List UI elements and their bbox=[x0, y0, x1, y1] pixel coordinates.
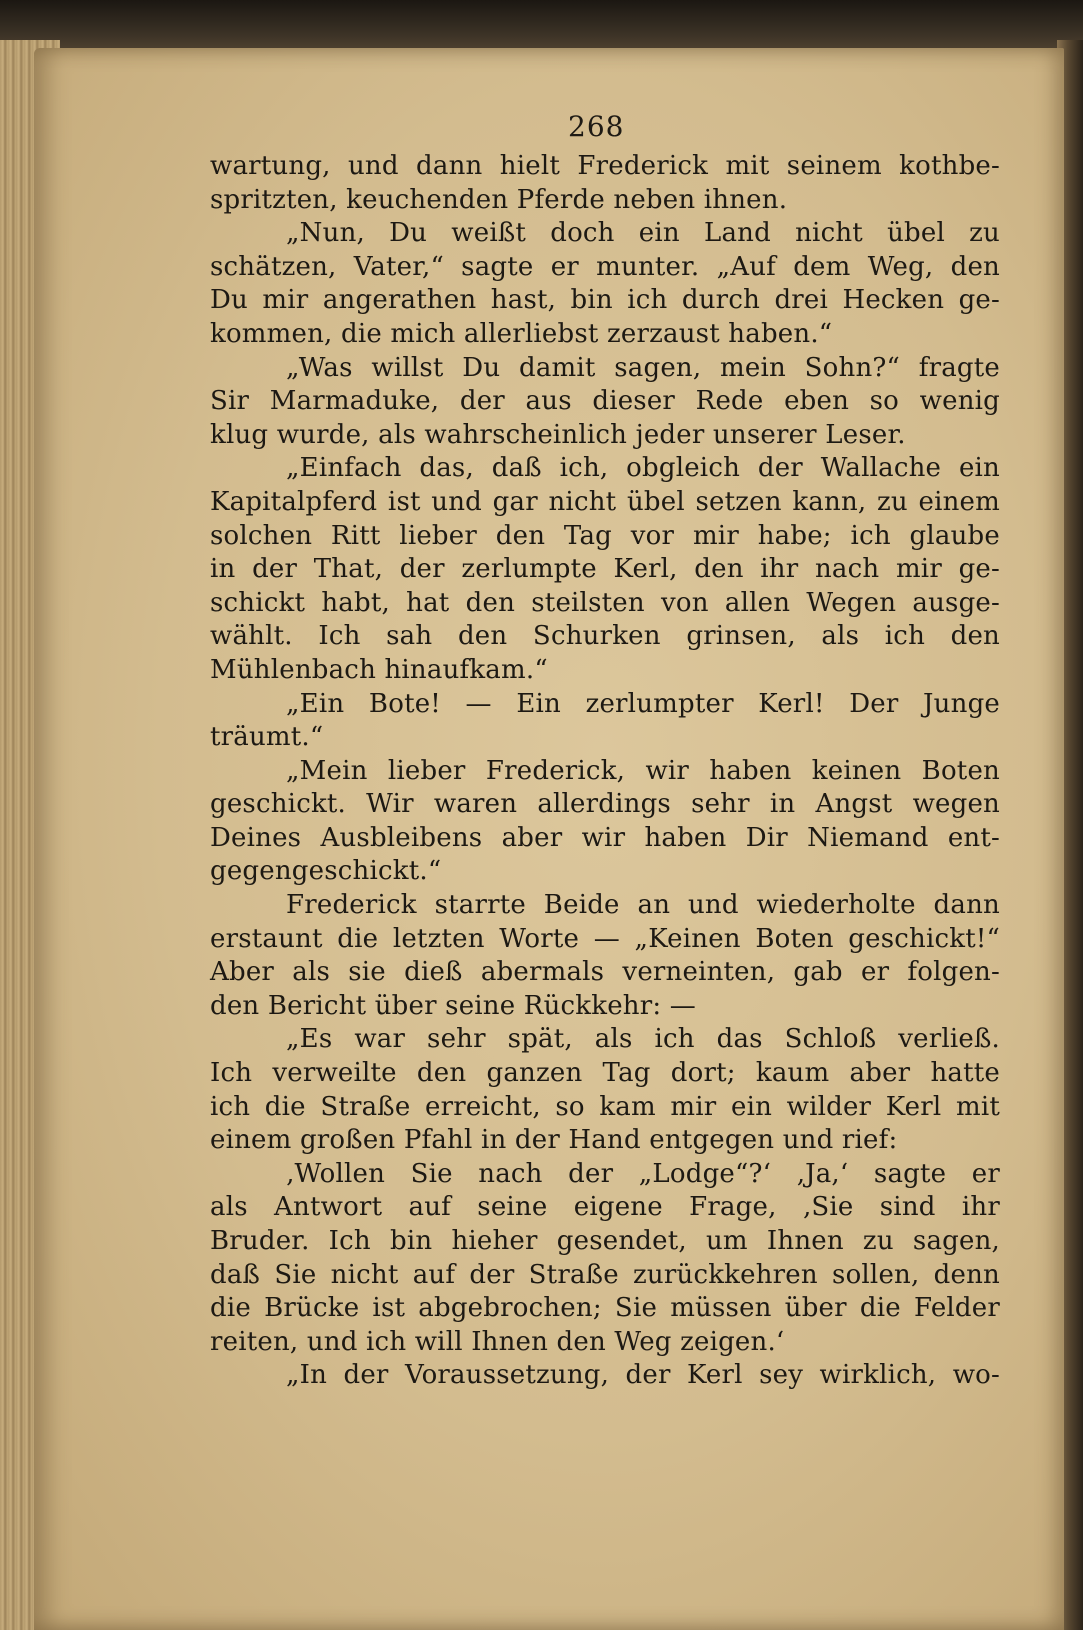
text-line: den Bericht über seine Rückkehr: — bbox=[210, 990, 696, 1021]
text-line: Kapitalpferd ist und gar nicht übel setzen kann, zu einem bbox=[210, 486, 1000, 517]
text-line: „Nun, Du weißt doch ein Land nicht übel zu bbox=[286, 218, 1000, 249]
text-line: „Es war sehr spät, als ich das Schloß verließ. bbox=[286, 1024, 1000, 1055]
text-line: ‚Wollen Sie nach der „Lodge“?‘ ‚Ja,‘ sagte er bbox=[286, 1158, 1000, 1189]
text-line: Du mir angerathen hast, bin ich durch drei Hecken ge- bbox=[210, 285, 1000, 316]
text-line: klug wurde, als wahrscheinlich jeder unserer Leser. bbox=[210, 419, 906, 450]
text-line: gegengeschickt.“ bbox=[210, 856, 442, 887]
text-line: daß Sie nicht auf der Straße zurückkehren sollen, denn bbox=[210, 1259, 1000, 1290]
text-line: als Antwort auf seine eigene Frage, ‚Sie sind ihr bbox=[210, 1192, 1000, 1223]
text-line: spritzten, keuchenden Pferde neben ihnen. bbox=[210, 184, 788, 215]
text-line: träumt.“ bbox=[210, 722, 324, 753]
text-line: „Ein Bote! — Ein zerlumpter Kerl! Der Junge bbox=[286, 688, 1000, 719]
text-line: Sir Marmaduke, der aus dieser Rede eben so wenig bbox=[210, 386, 1000, 417]
text-line: schickt habt, hat den steilsten von allen Wegen ausge- bbox=[210, 587, 1000, 618]
text-line: die Brücke ist abgebrochen; Sie müssen über die Felder bbox=[210, 1293, 1000, 1324]
text-line: wartung, und dann hielt Frederick mit seinem kothbe- bbox=[210, 151, 1000, 181]
text-line: erstaunt die letzten Worte — „Keinen Boten geschickt!“ bbox=[210, 923, 1000, 954]
text-line: wählt. Ich sah den Schurken grinsen, als ich den bbox=[210, 621, 1000, 652]
text-line: reiten, und ich will Ihnen den Weg zeigen.‘ bbox=[210, 1326, 785, 1357]
text-line: schätzen, Vater,“ sagte er munter. „Auf dem Weg, den bbox=[210, 251, 1000, 282]
page-text bbox=[210, 150, 1000, 1393]
text-line: Mühlenbach hinaufkam.“ bbox=[210, 654, 548, 685]
text-line: Ich verweilte den ganzen Tag dort; kaum aber hatte bbox=[210, 1058, 1000, 1089]
text-line: Frederick starrte Beide an und wiederholte dann bbox=[286, 890, 1000, 921]
text-line: Aber als sie dieß abermals verneinten, gab er folgen- bbox=[210, 957, 1000, 988]
text-line: „Was willst Du damit sagen, mein Sohn?“ fragte bbox=[286, 352, 1000, 383]
text-line: geschickt. Wir waren allerdings sehr in Angst wegen bbox=[210, 789, 1000, 820]
text-line: Bruder. Ich bin hieher gesendet, um Ihnen zu sagen, bbox=[210, 1226, 1000, 1256]
text-line: ich die Straße erreicht, so kam mir ein wilder Kerl mit bbox=[210, 1091, 1000, 1122]
text-line: „Mein lieber Frederick, wir haben keinen Boten bbox=[286, 755, 1000, 786]
text-line: Deines Ausbleibens aber wir haben Dir Niemand ent- bbox=[210, 822, 1000, 853]
page-number: 268 bbox=[568, 110, 625, 143]
text-line: „Einfach das, daß ich, obgleich der Wallache ein bbox=[286, 453, 1000, 484]
text-line: kommen, die mich allerliebst zerzaust haben.“ bbox=[210, 318, 833, 349]
text-line: in der That, der zerlumpte Kerl, den ihr nach mir ge- bbox=[210, 554, 1000, 585]
text-line: „In der Voraussetzung, der Kerl sey wirklich, wo- bbox=[286, 1360, 1000, 1391]
text-line: solchen Ritt lieber den Tag vor mir habe; ich glaube bbox=[210, 520, 1000, 551]
text-line: einem großen Pfahl in der Hand entgegen und rief: bbox=[210, 1125, 898, 1156]
